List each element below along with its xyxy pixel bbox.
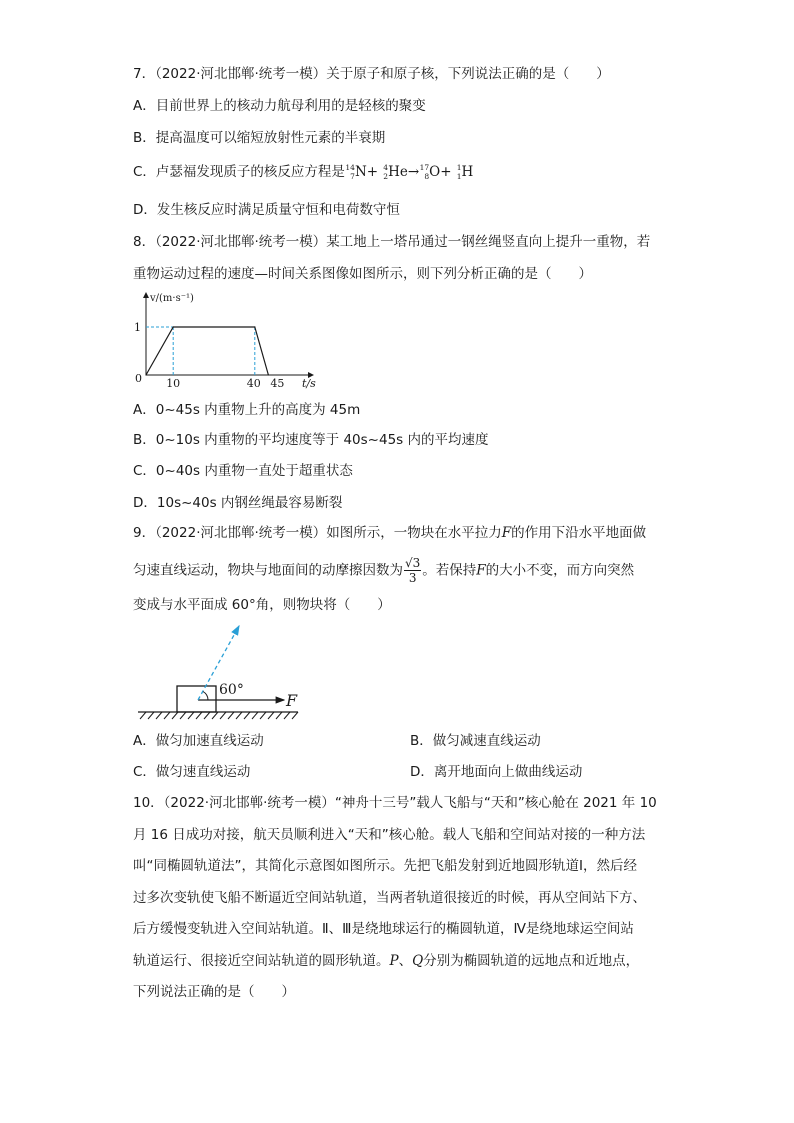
ground-hatching [140, 712, 298, 719]
q10-line4: 过多次变轨使飞船不断逼近空间站轨道，当两者轨道很接近的时候，再从空间站下方、 [133, 890, 646, 906]
force-symbol: F [501, 525, 512, 541]
q7-option-d[interactable]: D．发生核反应时满足质量守恒和电荷数守恒 [133, 202, 400, 218]
data-point [145, 374, 146, 375]
friction-coefficient-fraction: $\frac{√3}{3}$ [405, 556, 421, 585]
q10-line5: 后方缓慢变轨进入空间站轨道。Ⅱ、Ⅲ是绕地球运行的椭圆轨道，Ⅳ是绕地球运空间站 [133, 921, 634, 937]
q8-stem-line2: 重物运动过程的速度—时间关系图像如图所示，则下列分析正确的是（ ） [133, 266, 592, 282]
x-tick-label: 0 [135, 372, 142, 385]
angle-label: 60° [219, 682, 244, 698]
q10-line7: 下列说法正确的是（ ） [133, 984, 295, 1000]
q9-stem-line3: 变成与水平面成 60°角，则物块将（ ） [133, 597, 391, 613]
x-tick-label: 45 [270, 377, 285, 390]
q10-line1: 10．（2022·河北邯郸·统考一模）“神舟十三号”载人飞船与“天和”核心舱在 2021 年 10 [133, 795, 657, 811]
q9-stem-line1: 9．（2022·河北邯郸·统考一模）如图所示，一物块在水平拉力F的作用下沿水平地面做 [133, 525, 647, 541]
data-point [268, 374, 269, 375]
point-q: Q [412, 953, 424, 969]
q10-line2: 月 16 日成功对接，航天员顺利进入“天和”核心舱。载人飞船和空间站对接的一种方法 [133, 827, 646, 843]
q8-option-c[interactable]: C．0~40s 内重物一直处于超重状态 [133, 463, 353, 479]
point-p: P [389, 953, 399, 969]
y-tick-label: 1 [134, 321, 141, 334]
q8-option-a[interactable]: A．0~45s 内重物上升的高度为 45m [133, 402, 361, 418]
x-tick-label: 10 [166, 377, 181, 390]
q8-stem-line1: 8．（2022·河北邯郸·统考一模）某工地上一塔吊通过一钢丝绳竖直向上提升一重物，若 [133, 234, 651, 250]
force-symbol: F [476, 562, 486, 579]
angle-arc [203, 692, 208, 701]
q7-option-c[interactable] [133, 162, 473, 182]
q7-option-a[interactable]: A．目前世界上的核动力航母利用的是轻核的聚变 [133, 98, 426, 114]
q7-option-b[interactable]: B．提高温度可以缩短放射性元素的半衰期 [133, 130, 386, 146]
q7-option-c-text: C．卢瑟福发现质子的核反应方程是 [133, 164, 345, 180]
q10-line3: 叫“同椭圆轨道法”，其简化示意图如图所示。先把飞船发射到近地圆形轨道Ⅰ，然后经 [133, 858, 637, 874]
velocity-time-chart [128, 288, 328, 394]
q9-option-c[interactable]: C．做匀速直线运动 [133, 764, 251, 780]
x-tick-label: 40 [246, 377, 261, 390]
q9-option-d[interactable]: D．离开地面向上做曲线运动 [410, 764, 583, 780]
q8-option-d[interactable]: D．10s~40s 内钢丝绳最容易断裂 [133, 495, 343, 511]
q10-line6: 轨道运行、很接近空间站轨道的圆形轨道。P、Q分别为椭圆轨道的远地点和近地点， [133, 953, 640, 969]
force-label: F [286, 691, 298, 710]
nuclear-equation: 14 7 N+ 4 2 He→ 17 8 O+ 1 1 H [345, 163, 474, 181]
data-point [254, 326, 255, 327]
block-force-diagram [136, 620, 306, 720]
q8-option-b[interactable]: B．0~10s 内重物的平均速度等于 40s~45s 内的平均速度 [133, 432, 489, 448]
q7-stem: 7．（2022·河北邯郸·统考一模）关于原子和原子核，下列说法正确的是（ ） [133, 66, 610, 82]
q9-stem-line2: 匀速直线运动，物块与地面间的动摩擦因数为 $\frac{√3}{3}$ 。若保持F的大小不变，而方向突然 [133, 556, 635, 585]
block [177, 686, 216, 712]
data-point [173, 326, 174, 327]
q9-option-a[interactable]: A．做匀加速直线运动 [133, 733, 264, 749]
y-axis-label: v/(m·s⁻¹) [150, 293, 194, 304]
series-line [146, 327, 268, 375]
q9-option-b[interactable]: B．做匀减速直线运动 [410, 733, 541, 749]
x-axis-label: t/s [302, 377, 316, 390]
